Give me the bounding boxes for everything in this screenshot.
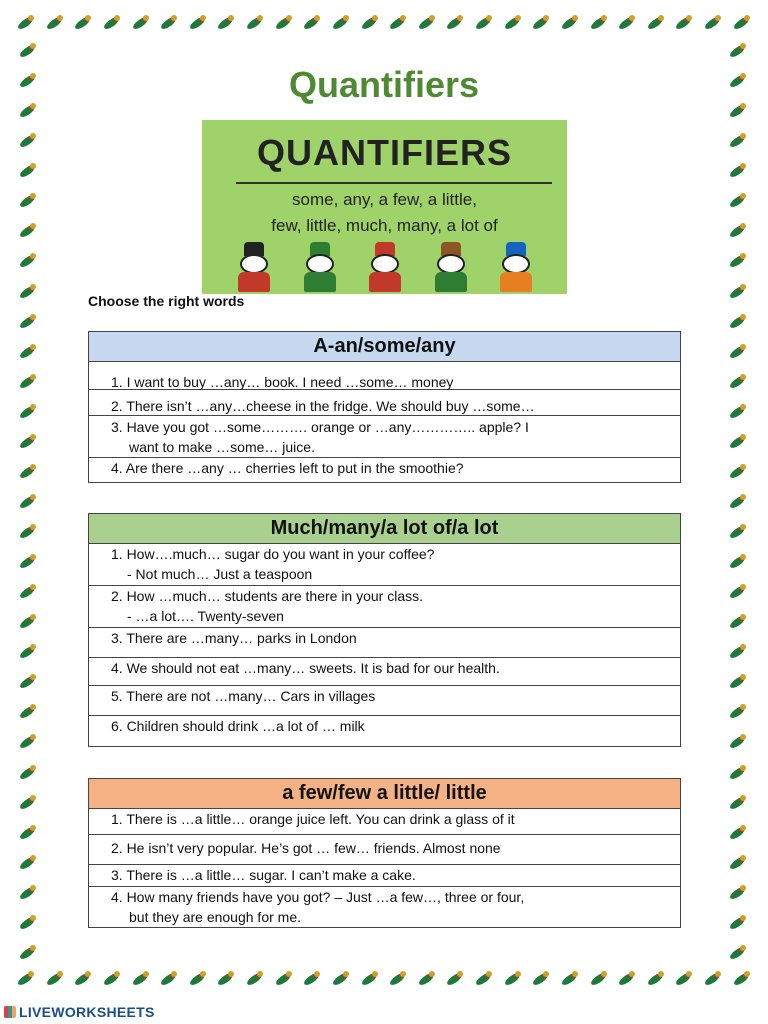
sprig-icon [558,968,582,992]
sprig-icon [386,12,410,36]
sprig-icon [501,968,525,992]
page-title: Quantifiers [288,64,480,105]
exercise-text: 2. He isn’t very popular. He’s got … few… friends. Almost none [111,840,501,856]
sprig-icon [100,12,124,36]
sprig-icon [726,220,750,244]
panda-drummer-icon [492,242,540,294]
sprig-icon [726,641,750,665]
exercise-text: 4. Are there …any … cherries left to put in the smoothie? [111,460,464,476]
exercise-text: 2. How …much… students are there in your class. [111,588,424,604]
sprig-icon [214,968,238,992]
section-heading: A-an/some/any [89,332,680,362]
sprig-icon [443,968,467,992]
sprig-icon [71,968,95,992]
sprig-icon [16,701,40,725]
sprig-icon [16,461,40,485]
sprig-icon [726,371,750,395]
sprig-icon [186,12,210,36]
sprig-icon [726,762,750,786]
sprig-icon [501,12,525,36]
liveworksheets-logo[interactable] [4,1004,155,1020]
logo-text: LIVEWORKSHEETS [19,1004,155,1020]
section-a-an-some-any [88,331,681,483]
sprig-icon [726,551,750,575]
sprig-icon [300,12,324,36]
sprig-icon [615,12,639,36]
sprig-icon [726,731,750,755]
sprig-icon [701,968,725,992]
sprig-icon [16,792,40,816]
sprig-icon [726,521,750,545]
sprig-icon [415,968,439,992]
exercise-row [89,458,680,482]
sprig-icon [16,220,40,244]
exercise-row [89,544,680,586]
panda-characters [230,242,540,294]
sprig-icon [157,12,181,36]
sprig-icon [726,281,750,305]
exercise-text: 1. There is …a little… orange juice left. You can drink a glass of it [111,811,515,827]
exercise-text-continued: want to make …some… juice. [129,439,315,455]
exercise-row [89,390,680,416]
sprig-icon [272,968,296,992]
exercise-text: 3. There is …a little… sugar. I can’t make a cake. [111,867,416,883]
banner-divider [236,182,552,184]
exercise-answer-text: - Not much… Just a teaspoon [127,566,313,582]
section-heading: a few/few a little/ little [89,779,680,809]
panda-soldier-icon [230,242,278,294]
sprig-icon [386,968,410,992]
sprig-icon [16,250,40,274]
sprig-icon [726,341,750,365]
exercise-text: 4. How many friends have you got? – Just …a few…, three or four, [111,889,525,905]
sprig-icon [243,12,267,36]
sprig-icon [726,611,750,635]
sprig-icon [272,12,296,36]
sprig-icon [129,12,153,36]
sprig-icon [300,968,324,992]
sprig-icon [43,968,67,992]
sprig-icon [615,968,639,992]
exercise-row [89,716,680,746]
sprig-icon [16,521,40,545]
sprig-icon [726,882,750,906]
exercise-row [89,865,680,887]
sprig-icon [730,968,754,992]
exercise-answer-text: - …a lot…. Twenty-seven [127,608,284,624]
sprig-icon [157,968,181,992]
sprig-icon [726,852,750,876]
sprig-icon [16,611,40,635]
sprig-icon [472,12,496,36]
banner-title: QUANTIFIERS [256,132,512,173]
sprig-icon [558,12,582,36]
sprig-icon [16,40,40,64]
sprig-icon [443,12,467,36]
sprig-icon [726,942,750,966]
sprig-icon [16,822,40,846]
sprig-icon [71,12,95,36]
sprig-icon [16,190,40,214]
sprig-icon [726,912,750,936]
border-right [726,40,752,966]
exercise-text: 4. We should not eat …many… sweets. It is bad for our health. [111,660,500,676]
sprig-icon [129,968,153,992]
sprig-icon [16,160,40,184]
section-heading: Much/many/a lot of/a lot [89,514,680,544]
sprig-icon [329,968,353,992]
quantifiers-banner-image [202,120,567,294]
sprig-icon [672,968,696,992]
border-left [16,40,42,966]
sprig-icon [726,401,750,425]
sprig-icon [726,822,750,846]
exercise-row [89,628,680,658]
sprig-icon [726,431,750,455]
exercise-row [89,887,680,927]
sprig-icon [100,968,124,992]
sprig-icon [16,371,40,395]
sprig-icon [701,12,725,36]
sprig-icon [16,942,40,966]
sprig-icon [43,12,67,36]
sprig-icon [726,581,750,605]
sprig-icon [726,130,750,154]
sprig-icon [16,311,40,335]
exercise-text: 6. Children should drink …a lot of … milk [111,718,365,734]
border-top [14,12,754,38]
sprig-icon [14,12,38,36]
liveworksheets-logo-icon [4,1006,16,1018]
sprig-icon [726,311,750,335]
exercise-row [89,835,680,865]
sprig-icon [329,12,353,36]
sprig-icon [358,968,382,992]
banner-line-1: some, any, a few, a little, [292,190,477,209]
sprig-icon [16,130,40,154]
exercise-text: 1. I want to buy …any… book. I need …some… money [111,374,454,390]
sprig-icon [16,491,40,515]
sprig-icon [587,968,611,992]
sprig-icon [16,551,40,575]
panda-reindeer-icon [427,242,475,294]
exercise-text: 3. There are …many… parks in London [111,630,357,646]
banner-line-2: few, little, much, many, a lot of [271,216,498,235]
sprig-icon [16,431,40,455]
sprig-icon [726,671,750,695]
sprig-icon [644,12,668,36]
sprig-icon [16,341,40,365]
sprig-icon [358,12,382,36]
sprig-icon [726,250,750,274]
exercise-text: 3. Have you got …some………. orange or …any………….. apple? I [111,419,529,435]
sprig-icon [726,160,750,184]
sprig-icon [16,401,40,425]
sprig-icon [529,968,553,992]
sprig-icon [16,671,40,695]
exercise-row [89,658,680,686]
sprig-icon [16,912,40,936]
sprig-icon [16,641,40,665]
panda-nutcracker-icon [361,242,409,294]
sprig-icon [587,12,611,36]
sprig-icon [726,461,750,485]
sprig-icon [16,762,40,786]
exercise-row [89,416,680,458]
exercise-row [89,809,680,835]
instruction-text: Choose the right words [88,293,245,309]
section-few-little [88,778,681,928]
sprig-icon [16,852,40,876]
sprig-icon [730,12,754,36]
section-much-many [88,513,681,747]
sprig-icon [529,12,553,36]
panda-elf-icon [296,242,344,294]
sprig-icon [726,40,750,64]
sprig-icon [16,281,40,305]
exercise-text: 5. There are not …many… Cars in villages [111,688,376,704]
sprig-icon [186,968,210,992]
sprig-icon [726,792,750,816]
exercise-row [89,686,680,716]
sprig-icon [415,12,439,36]
border-bottom [14,968,754,994]
exercise-row [89,362,680,390]
sprig-icon [644,968,668,992]
sprig-icon [214,12,238,36]
exercise-text: 2. There isn’t …any…cheese in the fridge. We should buy …some… [111,398,535,414]
sprig-icon [726,491,750,515]
sprig-icon [16,581,40,605]
exercise-text: 1. How….much… sugar do you want in your coffee? [111,546,435,562]
sprig-icon [14,968,38,992]
exercise-row [89,586,680,628]
sprig-icon [243,968,267,992]
sprig-icon [472,968,496,992]
sprig-icon [726,190,750,214]
exercise-text-continued: but they are enough for me. [129,909,301,925]
sprig-icon [672,12,696,36]
sprig-icon [16,731,40,755]
sprig-icon [726,701,750,725]
sprig-icon [16,882,40,906]
